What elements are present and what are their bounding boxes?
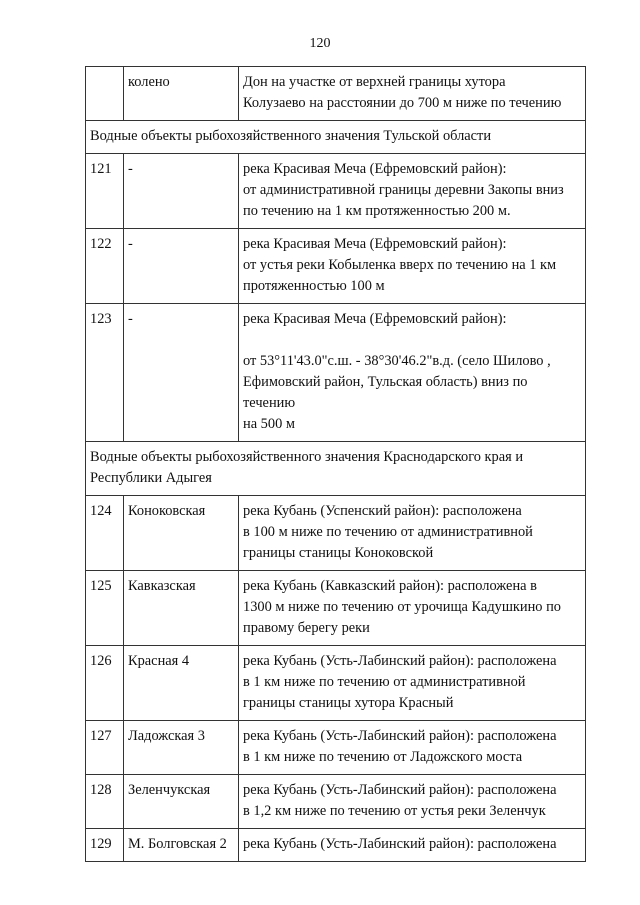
row-number: 124 bbox=[86, 496, 124, 571]
table-row bbox=[86, 154, 586, 229]
table-row bbox=[86, 67, 586, 121]
site-name: М. Болговская 2 bbox=[124, 829, 239, 862]
table-row bbox=[86, 775, 586, 829]
row-number: 128 bbox=[86, 775, 124, 829]
table-row bbox=[86, 829, 586, 862]
row-number: 122 bbox=[86, 229, 124, 304]
site-name: Кавказская bbox=[124, 571, 239, 646]
site-description: река Красивая Меча (Ефремовский район): от административной границы деревни Закопы вниз по течению на 1 км протяженностью 200 м. bbox=[239, 154, 586, 229]
row-number: 127 bbox=[86, 721, 124, 775]
table-row bbox=[86, 571, 586, 646]
site-name: Ладожская 3 bbox=[124, 721, 239, 775]
site-description: река Кубань (Усть-Лабинский район): расположена в 1 км ниже по течению от Ладожского моста bbox=[239, 721, 586, 775]
section-row bbox=[86, 442, 586, 496]
page-number: 120 bbox=[309, 36, 331, 51]
section-row bbox=[86, 121, 586, 154]
site-name: Коноковская bbox=[124, 496, 239, 571]
site-name: - bbox=[124, 229, 239, 304]
site-description: река Красивая Меча (Ефремовский район): от устья реки Кобыленка вверх по течению на 1 км протяженностью 100 м bbox=[239, 229, 586, 304]
table-row bbox=[86, 229, 586, 304]
water-objects-table bbox=[85, 66, 586, 862]
row-number: 126 bbox=[86, 646, 124, 721]
row-number: 129 bbox=[86, 829, 124, 862]
site-description: Дон на участке от верхней границы хутора Колузаево на расстоянии до 700 м ниже по течению bbox=[239, 67, 586, 121]
table-row bbox=[86, 646, 586, 721]
site-name: - bbox=[124, 304, 239, 442]
site-name: Зеленчукская bbox=[124, 775, 239, 829]
row-number: 121 bbox=[86, 154, 124, 229]
site-name: - bbox=[124, 154, 239, 229]
section-heading: Водные объекты рыбохозяйственного значения Краснодарского края и Республики Адыгея bbox=[86, 442, 586, 496]
site-description: река Кубань (Усть-Лабинский район): расположена в 1 км ниже по течению от административной границы станицы хутора Красный bbox=[239, 646, 586, 721]
site-description: река Кубань (Успенский район): расположена в 100 м ниже по течению от административной границы станицы Коноковской bbox=[239, 496, 586, 571]
site-description: река Кубань (Усть-Лабинский район): расположена bbox=[239, 829, 586, 862]
site-description: река Кубань (Усть-Лабинский район): расположена в 1,2 км ниже по течению от устья реки Зеленчук bbox=[239, 775, 586, 829]
table-row bbox=[86, 304, 586, 442]
row-number bbox=[86, 67, 124, 121]
site-name: Красная 4 bbox=[124, 646, 239, 721]
site-description: река Красивая Меча (Ефремовский район): от 53°11'43.0"с.ш. - 38°30'46.2"в.д. (село Шилово , Ефимовский район, Тульская область) вниз по течению на 500 м bbox=[239, 304, 586, 442]
table-row bbox=[86, 496, 586, 571]
site-name: колено bbox=[124, 67, 239, 121]
table-row bbox=[86, 721, 586, 775]
row-number: 123 bbox=[86, 304, 124, 442]
row-number: 125 bbox=[86, 571, 124, 646]
site-description: река Кубань (Кавказский район): расположена в 1300 м ниже по течению от урочища Кадушкино по правому берегу реки bbox=[239, 571, 586, 646]
section-heading: Водные объекты рыбохозяйственного значения Тульской области bbox=[86, 121, 586, 154]
